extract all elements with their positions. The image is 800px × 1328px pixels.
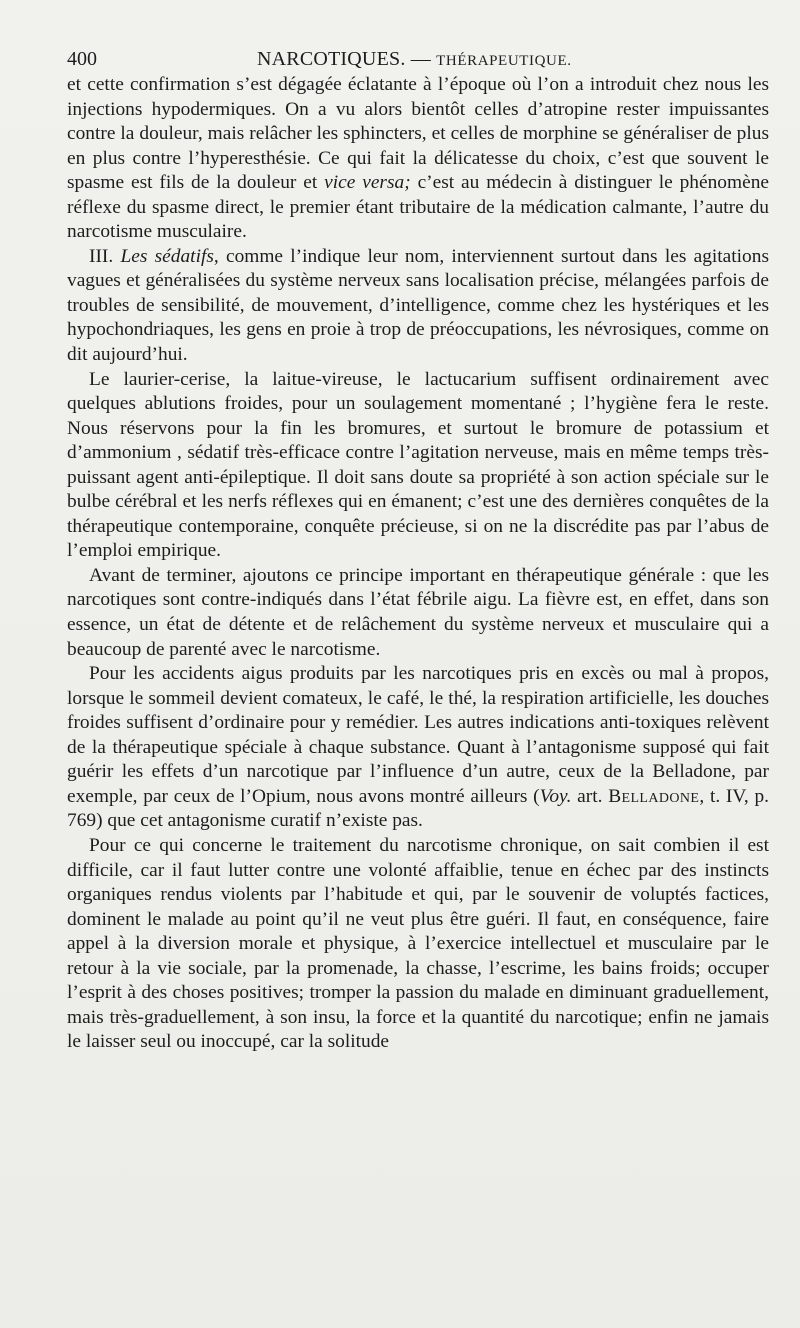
paragraph-1-italic: vice versa; [324, 172, 411, 194]
paragraph-5-art: art. [571, 785, 609, 807]
paragraph-1-text: et cette confirmation s’est dégagée éclatante à l’époque où l’on a introduit chez nous les injections hypodermiques. On a vu alors bientôt celles d’atropine rester impuissantes contre la douleur, mais relâcher les sphincters, et celles de morphine se généraliser de plus en plus contre l’hyperesthésie. Ce qui fait la délicatesse du choix, c’est que souvent le spasme est fils de la douleur et [67, 74, 769, 194]
paragraph-1 [67, 73, 769, 245]
page-number: 400 [67, 48, 97, 70]
paragraph-2-italic: Les sédatifs [120, 245, 214, 267]
paragraph-3: Le laurier-cerise, la laitue-vireuse, le lactucarium suffisent ordinairement avec quelques ablutions froides, pour un soulagement momentané ; l’hygiène fera le reste. Nous réservons pour la fin les bromures, et surtout le bromure de potassium et d’ammonium , sédatif très-efficace contre l’agitation nerveuse, mais en même temps très-puissant agent anti-épileptique. Il doit sans doute sa propriété à son action spéciale sur le bulbe cérébral et les nerfs réflexes qui en émanent; c’est une des dernières conquêtes de la thérapeutique contemporaine, conquête précieuse, si on ne la discrédite pas par l’abus de l’emploi empirique. [67, 368, 769, 562]
paragraph-1-end: c’est au médecin à distinguer le phénomène réflexe du spasme direct, le premier étant tributaire de la médication calmante, l’autre du narcotisme musculaire. [67, 172, 769, 243]
paragraph-5-voy: Voy. [539, 785, 572, 807]
paragraph-4: Avant de terminer, ajoutons ce principe important en thérapeutique générale : que les narcotiques sont contre-indiqués dans l’état fébrile aigu. La fièvre est, en effet, dans son essence, un état de détente et de relâchement du système nerveux et musculaire qui a beaucoup de parenté avec le narcotisme. [67, 564, 769, 660]
paragraph-2 [67, 245, 769, 368]
paragraph-2-text: , comme l’indique leur nom, interviennent surtout dans les agitations vagues et généralisées du système nerveux sans localisation précise, mélangées parfois de troubles de sensibilité, de mouvement, d’intelligence, comme chez les hystériques et les hypochondriaques, les gens en proie à trop de préoccupations, les névrosiques, comme on dit aujourd’hui. [67, 245, 769, 366]
running-head [257, 44, 572, 76]
page-header [67, 44, 767, 74]
paragraph-5 [67, 662, 769, 834]
paragraph-5-belladone: Belladone [608, 785, 700, 807]
paragraph-2-number: III. [89, 245, 114, 267]
paragraph-5-end: , t. IV, p. 769) que cet antagonisme curatif n’existe pas. [67, 785, 769, 832]
paragraph-6: Pour ce qui concerne le traitement du narcotisme chronique, on sait combien il est difficile, car il faut lutter contre une volonté affaiblie, tenue en échec par des instincts organiques rendus violents par l’habitude et qui, par le souvenir de voluptés factices, dominent le malade au point qu’il ne veut plus être guéri. Il faut, en conséquence, faire appel à la diversion morale et physique, à l’exercice intellectuel et musculaire par le retour à la vie sociale, par la promenade, la chasse, l’escrime, les bains froids; occuper l’esprit à des choses positives; tromper la passion du malade en diminuant graduellement, mais très-graduellement, à son insu, la force et la quantité du narcotique; enfin ne jamais le laisser seul ou inoccupé, car la solitude [67, 834, 769, 1053]
page-body [67, 73, 769, 1055]
paragraph-5-text: Pour les accidents aigus produits par les narcotiques pris en excès ou mal à propos, lorsque le sommeil devient comateux, le café, le thé, la respiration artificielle, les douches froides suffisent d’ordinaire pour y remédier. Les autres indications anti-toxiques relèvent de la thérapeutique spéciale à chaque substance. Quant à l’antagonisme supposé qui fait guérir les effets d’un narcotique par l’influence d’un autre, ceux de la Belladone, par exemple, par ceux de l’Opium, nous avons montré ailleurs ( [67, 663, 769, 807]
running-head-title: NARCOTIQUES. — [257, 48, 431, 70]
running-head-section: THÉRAPEUTIQUE. [436, 53, 572, 69]
